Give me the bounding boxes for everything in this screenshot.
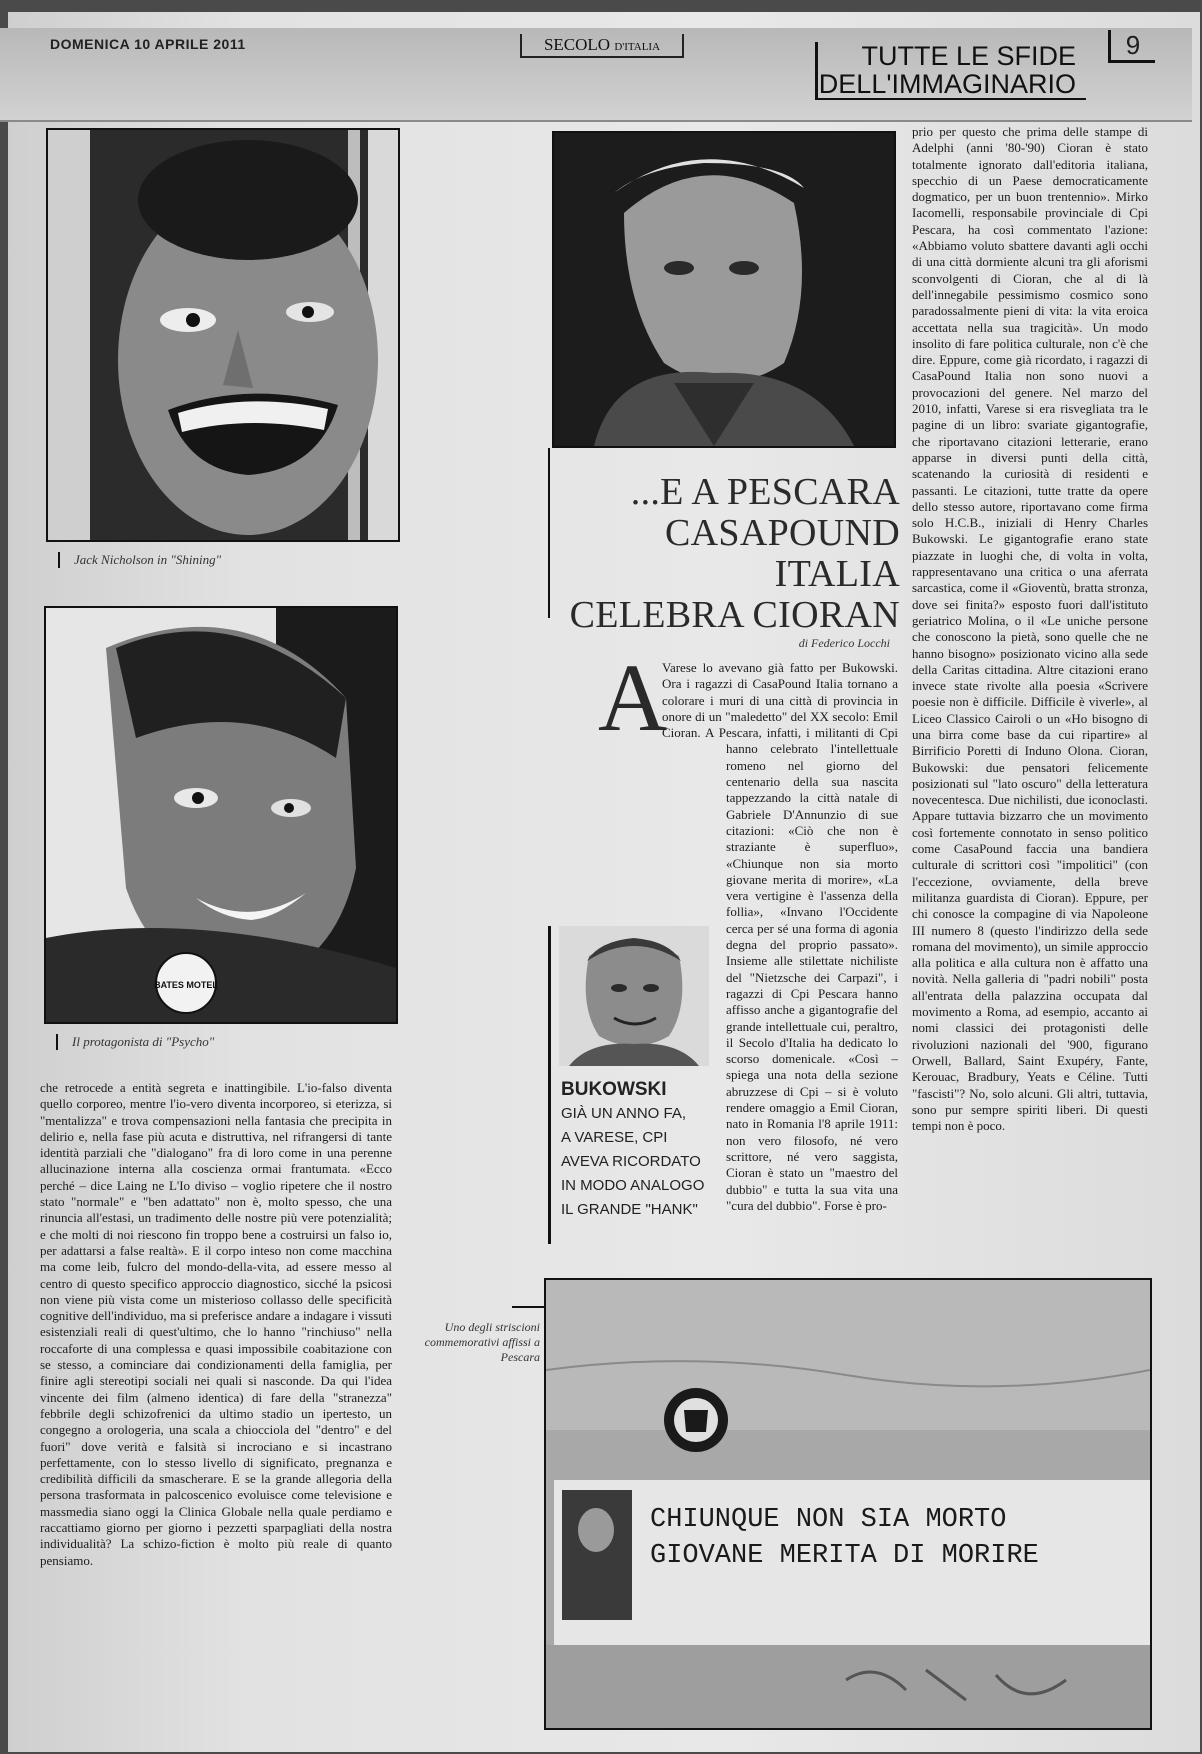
section-title-line2: DELL'IMMAGINARIO xyxy=(818,69,1076,99)
bukowski-photo xyxy=(559,926,709,1066)
headline-box xyxy=(548,448,900,636)
bukowski-line5: IL GRANDE "HANK" xyxy=(561,1201,698,1218)
masthead-main: SECOLO xyxy=(543,35,611,54)
headline-line2: CASAPOUND ITALIA xyxy=(665,512,900,595)
drop-cap: A xyxy=(598,644,668,751)
dropcap-spacer xyxy=(598,660,662,742)
bukowski-name: BUKOWSKI xyxy=(561,1079,667,1100)
section-title-line1: TUTTE LE SFIDE xyxy=(861,41,1076,71)
article-col1-text: Varese lo avevano già fatto per Bukowski. Ora i ragazzi di CasaPound Italia tornano a colorare i muri di una città di provincia in onore di un "maledetto" del XX secolo: Emil Cioran. A Pescara, infatti, i militanti di Cpi hanno celebrato l'intellettuale romeno nel giorno del centenario della sua nascita tappezzando la città natale di Gabriele D'Annunzio di sue citazioni: «Ciò che non è straziante è superfluo», «Chiunque non sia morto giovane merita di morire», «La vera vertigine è l'assenza della follia», «Invano l'Occidente cerca per sé una forma di agonia degna del proprio passato». Insieme alle stilettate nichiliste del "Nietzsche dei Carpazi", i ragazzi di Cpi Pescara hanno affisso anche a gigantografie del grande intellettuale cui, peraltro, il Secolo d'Italia ha dedicato lo scorso domenicale. «Così – spiega una nota della sezione abruzzese di Cpi – si è voluto rendere omaggio a Emil Cioran, nato in Romania l'8 aprile 1911: non vero filosofo, né vero scrittore, né vero saggista, Cioran è stato un "maestro del dubbio" e tutta la sua vita una "cura del dubbio". Forse è pro- xyxy=(662,660,898,1213)
banner-line1: CHIUNQUE NON SIA MORTO xyxy=(650,1505,1007,1535)
bukowski-line1: GIÀ UN ANNO FA, xyxy=(561,1105,687,1122)
headline-line1: ...E A PESCARA xyxy=(630,471,900,513)
bukowski-line4: IN MODO ANALOGO xyxy=(561,1177,705,1194)
banner-line2: GIOVANE MERITA DI MORIRE xyxy=(650,1541,1039,1571)
banner-photo xyxy=(544,1278,1152,1730)
headline xyxy=(560,472,900,636)
banner-caption: Uno degli striscioni commemorativi affissi a Pescara xyxy=(424,1320,540,1364)
article-column-2: prio per questo che prima delle stampe di Adelphi (anni '80-'90) Cioran è stato totalmente ignorato dall'editoria italiana, specchio di un Paese democraticamente dogmatico, per un buon trentennio». Mirko Iacomelli, responsabile provinciale di Cpi Pescara, ha così commentato l'azione: «Abbiamo voluto sbattere davanti agli occhi di una città dormiente alcuni tra gli aforismi sconvolgenti di Cioran, che al di là dell'innegabile pessimismo cosmico sono paradossalmente pieni di vita: la vita eroica accettata nella sua tragicità». Un modo insolito di fare politica culturale, non c'è che dire. Eppure, come già ricordato, i ragazzi di CasaPound Italia non sono nuovi a provocazioni del genere. Nel marzo del 2010, infatti, Varese si era risvegliata tra le pagine di un libro: svariate gigantografie, che riportavano citazioni letterarie, erano apparse in diversi punti della città, scatenando la curiosità di residenti e passanti. Le citazioni, tutte tratte da opere dello stesso autore, riportavano come firma solo H.C.B., iniziali di Henry Charles Bukowski. Le gigantografie erano state piazzate in luoghi che, di volta in volta, rappresentavano una critica o una aferrata sarcastica, come il «Gioventù, bratta stronza, dove sei finita?» esposto fuori dall'istituto geriatrico Molina, o il «Le uniche persone che conoscono la pietà, sono quelle che ne hanno bisogno» posizionato vicino alla sede della Caritas cittadina. Altre citazioni erano invece state rivolte alla poesia «Scrivere poesie non è difficile. Difficile è viverle», al Liceo Classico Cairoli o un «Ho bisogno di una birra come base da cui ripartire» al Birrificio Poretti di Induno Olona. Cioran, Bukowski: due pensatori felicemente posizionati sul "lato oscuro" della letteratura novecentesca. Due nichilisti, due iconoclasti. Appare tuttavia bizzarro che un movimento così fortemente connotato in senso politico come CasaPound faccia una bandiera culturale di scrittori così "impolitici" (con l'eccezione, ovviamente, della breve militanza guardista di Cioran). Eppure, per chi conosce la compagine di via Napoleone III numero 8 (questo l'indirizzo della sede romana del movimento), un simile approccio alla politica e alla cultura non è affatto una novità. Nella galleria di "padri nobili" posta all'entrata della palazzina occupata dal movimento a Roma, ad esempio, accanto ai nomi classici dei protagonisti delle rivoluzioni nazionali del '900, figurano Orwell, Ballard, Saint Exupéry, Fante, Kerouac, Bradbury, Yeats e Céline. Tutti "fascisti"? No, solo alcuni. Gli altri, tuttavia, sono pur sempre spiriti liberi. Di questi tempi non è poco. xyxy=(912,124,1148,1134)
cioran-photo xyxy=(552,131,896,448)
shining-photo xyxy=(46,128,400,542)
bukowski-line3: AVEVA RICORDATO xyxy=(561,1153,701,1170)
page-number: 9 xyxy=(1108,30,1155,63)
headline-line3: CELEBRA CIORAN xyxy=(569,594,900,636)
psycho-caption: Il protagonista di "Psycho" xyxy=(56,1034,322,1050)
caption-pointer xyxy=(512,1306,546,1308)
masthead xyxy=(520,34,684,58)
bukowski-sidebar xyxy=(548,926,721,1244)
psycho-photo xyxy=(44,606,398,1024)
issue-date: DOMENICA 10 APRILE 2011 xyxy=(50,36,246,52)
psycho-badge-text: BATES MOTEL xyxy=(154,980,218,990)
section-title xyxy=(815,42,1086,100)
left-article-text: che retrocede a entità segreta e inattingibile. L'io-falso diventa quello corporeo, mentre l'io-vero diventa incorporeo, si eterizza, si "mentalizza" e trova compensazioni nella fantasia che precipita in delirio e, nella fase più acuta e distruttiva, nel rifrangersi di tante identità parziali che "dialogano" fra di loro come in una perenne allucinazione interna alla coscienza ormai frantumata. «Ecco perché – dice Laing ne L'Io diviso – voglio ripetere che il nostro stato "normale" e "ben adattato" non è, molto spesso, che una rinuncia all'estasi, un tradimento delle nostre più vere potenzialità; e che molti di noi riescono fin troppo bene a costruirsi un falso io, per adattarsi a false realtà». E il corpo inteso non come macchina ma come leib, fulcro del mondo-della-vita, ad essere messo al centro di questo specifico approccio diagnostico, sicché la psicosi non viene più vista come un misterioso collasso delle specificità cognitive dell'individuo, ma si preferisce andare a indagare i vissuti esistenziali reali di quest'ultimo, che lo hanno "rinchiuso" nella roccaforte di una complessa e quasi impossibile coabitazione con se stesso, a cominciare dai condizionamenti della famiglia, per finire agli stereotipi sociali nei quali si nasconde. Da qui l'idea vincente dei film (almeno identica) di fare della "stranezza" febbrile degli schizofrenici da ultimo stadio un ipertesto, un congegno a orologeria, una scala a chiocciola del "dentro" e del fuori" dove verità e falsità si incrociano e si incastrano perfettamente, con lo stesso livello di significato, pregnanza e credibilità difficili da smascherare. E se la grande allegoria della persona trasformata in palcoscenico evoluisce come televisione e massmedia siano oggi la Clinica Globale nella quale perdiamo e raccattiamo giorno per giorno i pezzetti sparpagliati della nostra individualità? La schizo-fiction è molto più reale di quanto pensiamo. xyxy=(40,1080,392,1568)
bukowski-label xyxy=(561,1078,721,1222)
byline: di Federico Locchi xyxy=(798,636,890,650)
masthead-sub: D'ITALIA xyxy=(614,41,661,53)
shining-caption: Jack Nicholson in "Shining" xyxy=(58,552,324,568)
bukowski-line2: A VARESE, CPI xyxy=(561,1129,668,1146)
